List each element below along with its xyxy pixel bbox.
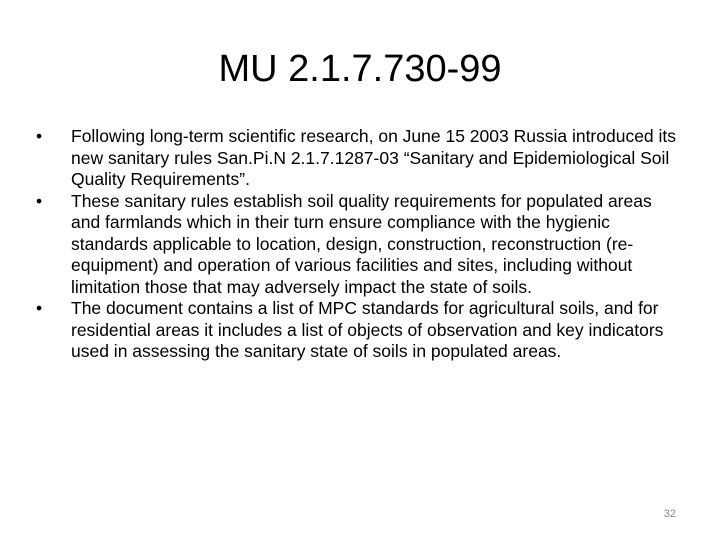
bullet-text: Following long-term scientific research, on June 15 2003 Russia introduced its new sanitary rules San.Pi.N 2.1.7.1287-03 “Sanitary and Epidemiological Soil Quality Requirements”. (71, 126, 677, 189)
bullet-marker: • (36, 126, 43, 146)
bullet-item (36, 126, 684, 191)
bullet-item (36, 298, 684, 363)
page-number: 32 (663, 508, 676, 520)
bullet-list (36, 126, 684, 363)
bullet-marker: • (36, 298, 43, 318)
bullet-marker: • (36, 190, 43, 211)
bullet-text: These sanitary rules establish soil quality requirements for populated areas and farmlands which in their turn ensure compliance with the hygienic standards applicable to location, design, construction, reconstruction (re-equipment) and operation of various facilities and sites, including without limitation those that may adversely impact the state of soils. (71, 190, 652, 297)
slide-title: MU 2.1.7.730-99 (218, 48, 502, 90)
bullet-text: The document contains a list of MPC standards for agricultural soils, and for residential areas it includes a list of objects of observation and key indicators used in assessing the sanitary state of soils in populated areas. (71, 298, 664, 361)
bullet-item (36, 191, 684, 299)
